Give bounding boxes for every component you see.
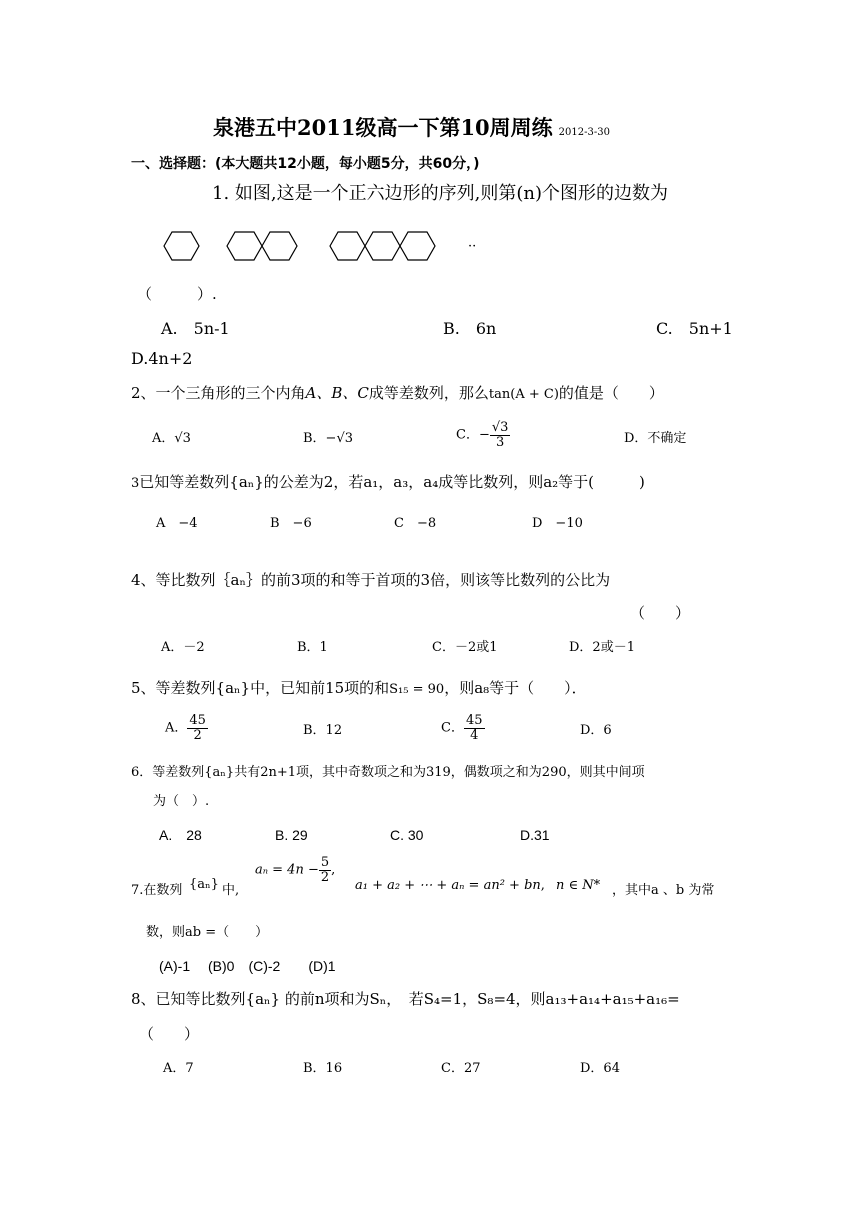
q7-line-2: 数，则ab =（ ）	[146, 925, 269, 940]
hexagon-sequence-figure	[160, 226, 480, 266]
q5-opt-c-den: 4	[470, 727, 479, 743]
q8-option-b: B．16	[303, 1061, 343, 1076]
q5-opt-a-prefix: A．	[165, 720, 188, 736]
q7-formula: aₙ = 4n − $\frac{5}{2}$ ,	[255, 855, 336, 885]
q8-option-d: D．64	[580, 1061, 620, 1076]
hexagon-3c	[400, 232, 435, 260]
hexagon-3a	[330, 232, 365, 260]
q5-option-a	[165, 714, 208, 742]
q2-option-c	[456, 421, 510, 449]
q6-stem-2: 为（ ）.	[153, 794, 210, 809]
title-date: 2012-3-30	[558, 127, 610, 138]
q7-tail: ，其中a 、b 为常	[612, 883, 715, 898]
q6-option-b: B. 29	[275, 827, 308, 843]
q3-option-d: D −10	[532, 516, 583, 531]
q7-options: (A)-1 (B)0 (C)-2 (D)1	[159, 958, 336, 974]
q1-option-d: D.4n+2	[131, 349, 193, 368]
q2-stem-e: 的值是（ ）	[558, 384, 664, 402]
q4-stem: 4、等比数列｛aₙ｝的前3项的和等于首项的3倍，则该等比数列的公比为	[131, 571, 611, 589]
q7-fraction	[319, 856, 331, 884]
q2-stem-b: A、B、C	[305, 384, 369, 402]
q6-option-c: C. 30	[390, 827, 424, 843]
hexagon-3b	[365, 232, 400, 260]
q5-option-d: D．6	[580, 723, 612, 738]
q4-blank: （ ）	[630, 604, 691, 622]
q8-option-a: A．7	[163, 1061, 194, 1076]
q6-option-d: D.31	[520, 827, 550, 843]
q7-frac-den: 2	[320, 869, 330, 885]
q3-option-a: A −4	[156, 516, 198, 531]
q4-option-b: B．1	[297, 640, 328, 655]
q6-stem: 6．等差数列{aₙ}共有2n+1项，其中奇数项之和为319，偶数项之和为290，则其中间项	[131, 765, 645, 780]
q2-opt-c-fraction	[490, 421, 511, 449]
q5-stem-b: S₁₅ = 90	[389, 682, 445, 697]
q7-mid: 中,	[222, 883, 240, 898]
q5-opt-a-den: 2	[193, 727, 202, 743]
q5-opt-c-prefix: C．	[441, 720, 464, 736]
q2-option-d: D．不确定	[624, 431, 687, 446]
q2-opt-c-prefix: C．−	[456, 427, 490, 443]
q6-option-a: A. 28	[159, 827, 202, 843]
q5-option-b: B．12	[303, 723, 343, 738]
q3-stem	[131, 475, 645, 490]
q4-option-a: A．－2	[161, 640, 205, 655]
q7-sum-formula: a₁ + a₂ + ⋯ + aₙ = an² + bn,	[355, 878, 545, 893]
q1-option-a: A. 5n-1	[161, 319, 230, 338]
q5-opt-a-fraction	[187, 714, 208, 742]
q8-blank: （ ）	[139, 1025, 200, 1043]
hexagon-2b	[262, 232, 297, 260]
q7-frac-num: 5	[320, 855, 330, 870]
q7-sequence: {aₙ}	[189, 877, 219, 892]
q8-stem: 8、已知等比数列{aₙ} 的前n项和为Sₙ， 若S₄=1，S₈=4，则a₁₃+a₁₄+a₁₅+a₁₆=	[131, 990, 680, 1008]
q8-option-c: C．27	[441, 1061, 481, 1076]
q2-opt-c-num: √3	[491, 420, 509, 435]
q5-opt-c-num: 45	[465, 713, 483, 728]
q5-option-c	[441, 714, 485, 742]
q1-stem: 1. 如图,这是一个正六边形的序列,则第(n)个图形的边数为	[212, 183, 668, 204]
q2-opt-c-den: 3	[495, 434, 505, 450]
q4-option-d: D．2或－1	[569, 640, 635, 655]
q3-option-b: B −6	[270, 516, 312, 531]
q3-number: 3	[131, 476, 140, 491]
q5-stem-a: 5、等差数列{aₙ}中，已知前15项的和	[131, 679, 390, 697]
q1-dots: ··	[468, 239, 477, 254]
q3-option-c: C −8	[394, 516, 437, 531]
q2-option-b: B．−√3	[303, 431, 354, 446]
section-heading: 一、选择题：(本大题共12小题，每小题5分，共60分，)	[131, 156, 480, 172]
q5-stem-c: ，则a₈等于（ ）．	[444, 679, 587, 697]
q2-option-a: A．√3	[152, 431, 191, 446]
q2-stem-a: 2、一个三角形的三个内角	[131, 384, 306, 402]
q7-cond: n ∈ N*	[556, 878, 601, 893]
hexagon-2a	[227, 232, 262, 260]
q5-opt-a-num: 45	[189, 713, 206, 728]
title-text: 泉港五中2011级高一下第10周周练	[213, 115, 553, 140]
q1-option-c: C. 5n+1	[656, 319, 733, 338]
hexagon-1	[164, 232, 199, 260]
q1-option-b: B. 6n	[443, 319, 497, 338]
q4-option-c: C．－2或1	[432, 640, 498, 655]
q5-opt-c-fraction	[464, 714, 485, 742]
q3-stem-text: 已知等差数列{aₙ}的公差为2，若a₁，a₃，a₄成等比数列，则a₂等于( )	[139, 473, 645, 491]
q7-condition	[556, 879, 600, 892]
q7-sum: a₁ + a₂ + ⋯ + aₙ = an² + bn	[355, 878, 541, 893]
page-title	[213, 117, 610, 138]
q7-formula-lhs: aₙ = 4n −	[255, 862, 319, 878]
q2-stem-c: 成等差数列，那么	[368, 384, 489, 402]
q2-stem-tan: tan(A + C)	[488, 387, 559, 402]
q7-prefix: 7.在数列	[131, 883, 183, 898]
q1-blank: （ ）.	[137, 285, 217, 303]
q5-stem	[131, 681, 587, 696]
q2-stem	[131, 386, 664, 401]
